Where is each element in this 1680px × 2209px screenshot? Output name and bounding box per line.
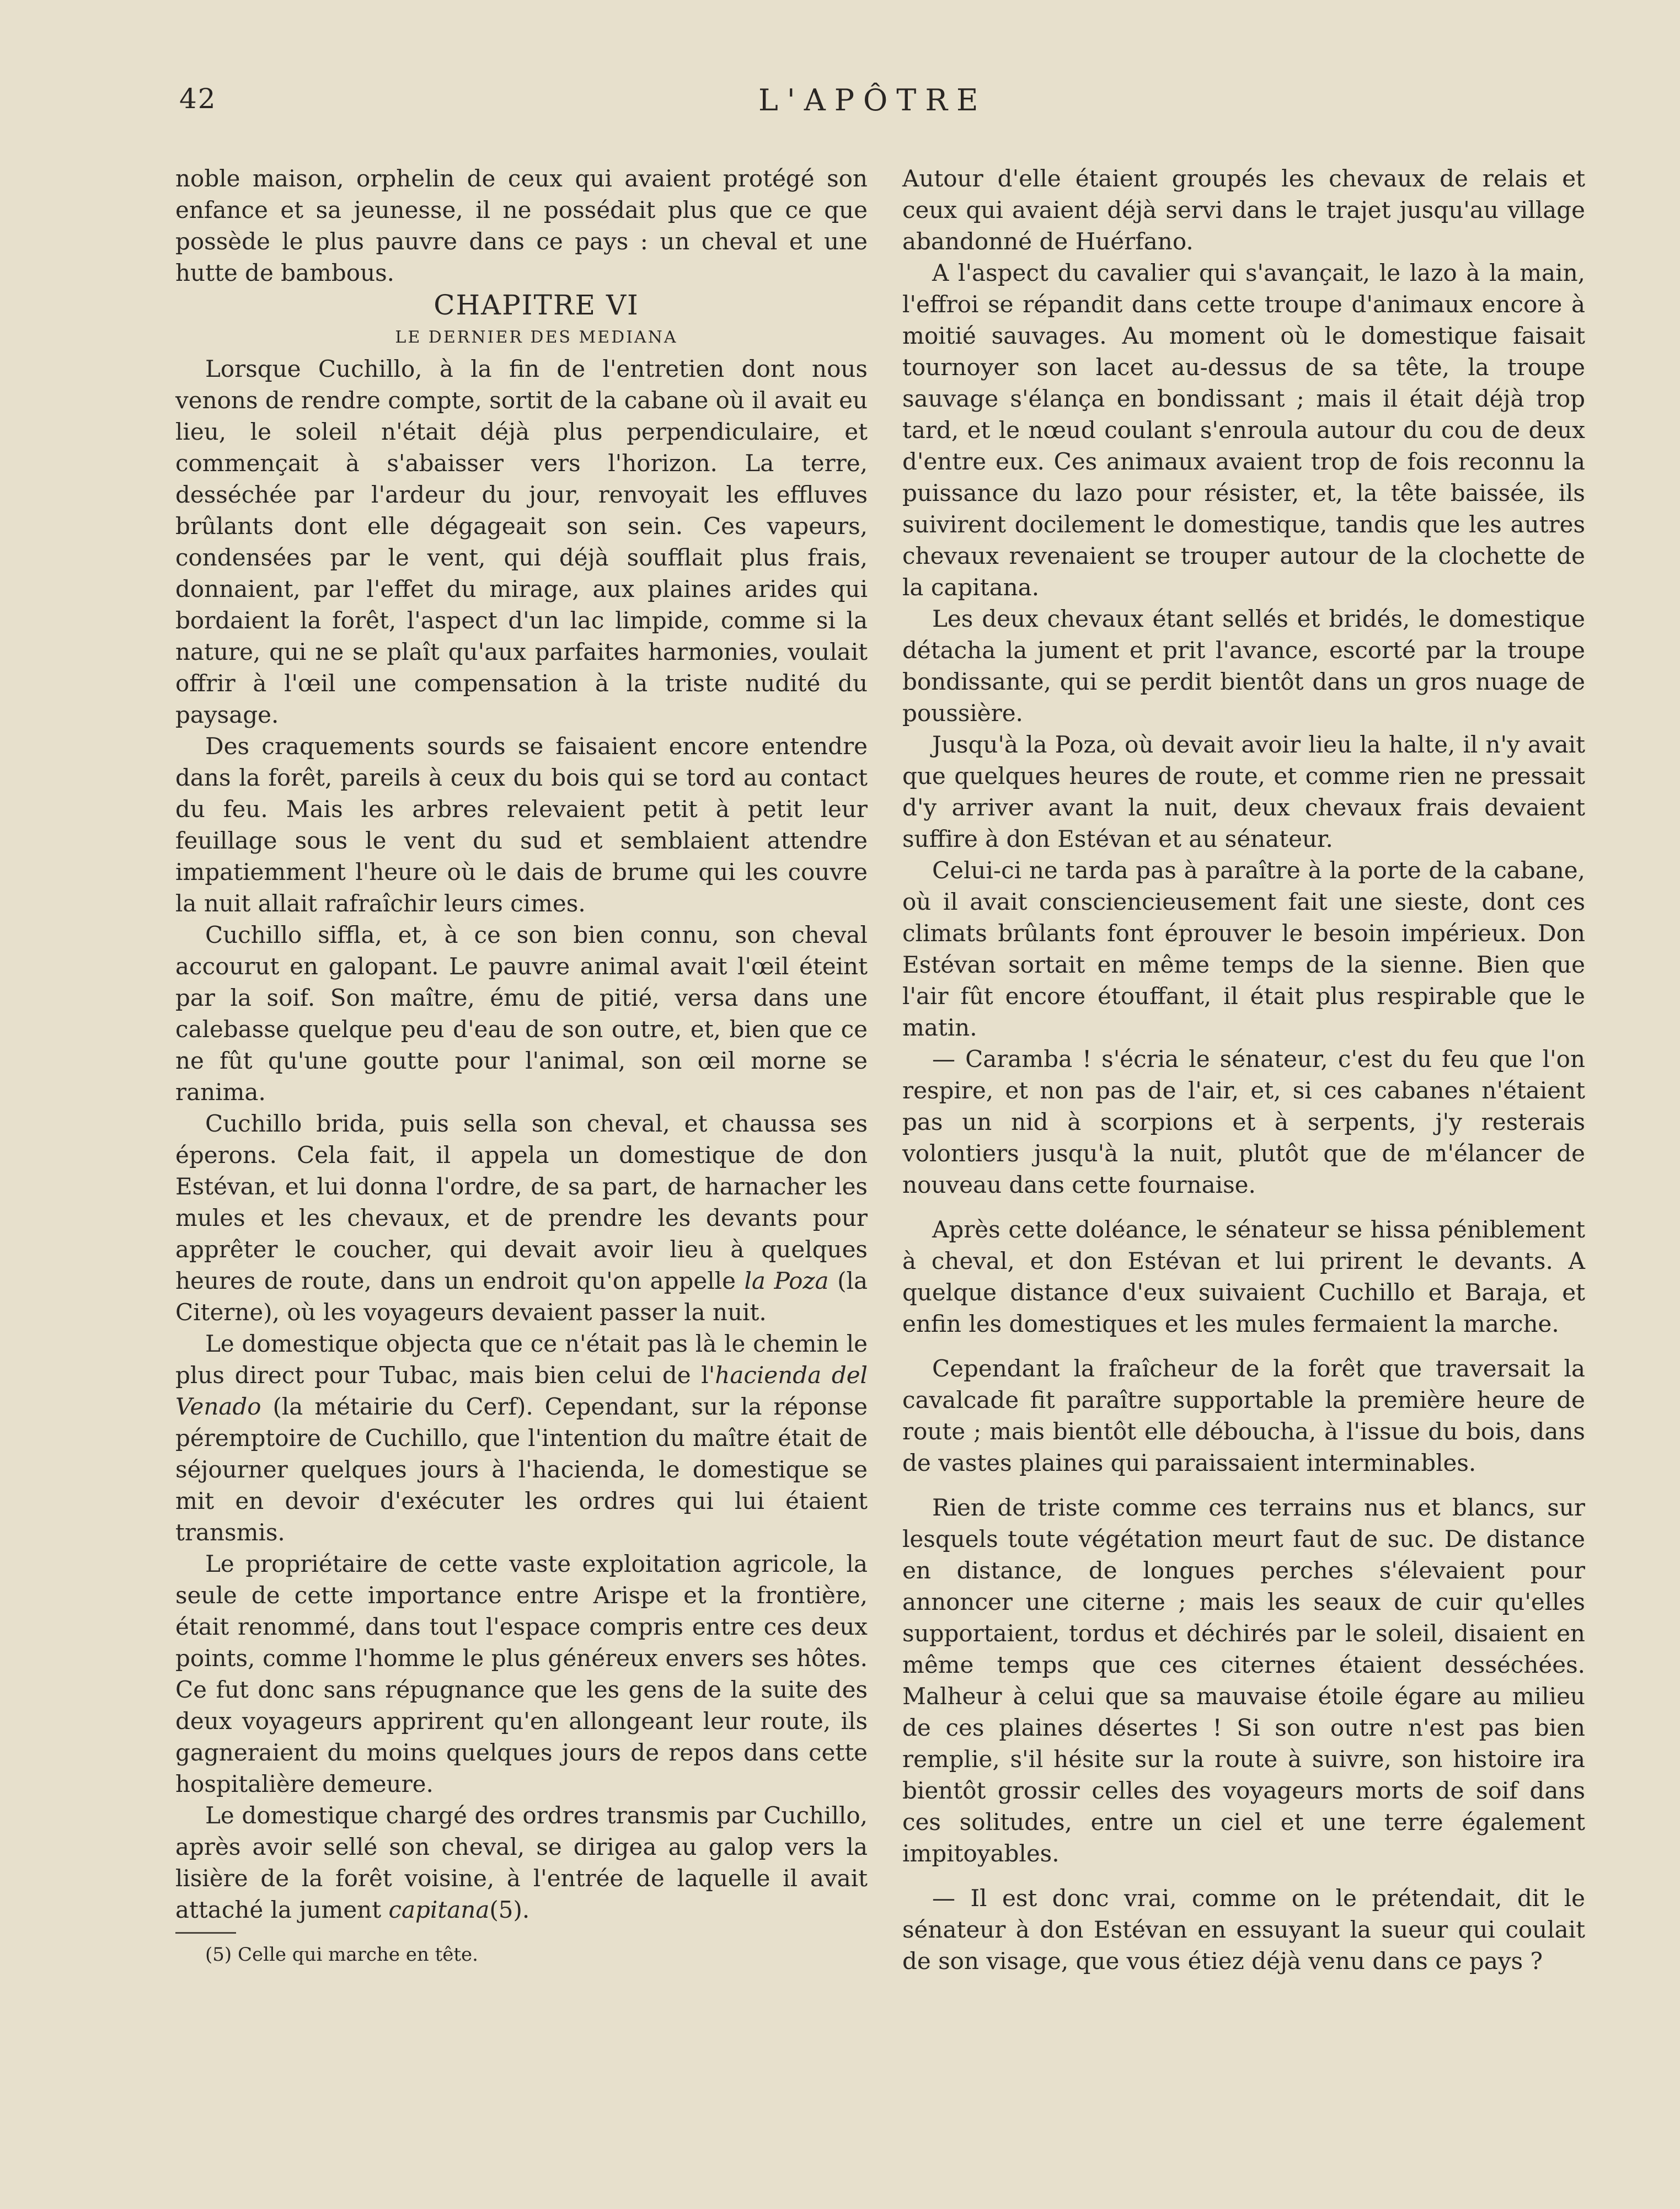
running-title: L'APÔTRE [758, 83, 987, 118]
text: (la Citerne), où les voyageurs devaient passer la nuit. [175, 1267, 868, 1326]
paragraph: — Caramba ! s'écria le sénateur, c'est du feu que l'on respire, et non pas de l'air, et, si ces cabanes n'étaient pas un nid à scorpions et à serpents, j'y resterais volontiers jusqu'à la nuit, plutôt que de m'élancer de nouveau dans cette fournaise. [902, 1045, 1585, 1198]
paragraph: Cuchillo siffla, et, à ce son bien connu, son cheval accourut en galopant. Le pauvre animal avait l'œil éteint par la soif. Son maître, ému de pitié, versa dans une calebasse quelque peu d'eau de son outre, et, bien que ce ne fût qu'une goutte pour l'animal, son œil morne se ranima. [175, 921, 868, 1106]
page-number: 42 [179, 83, 217, 115]
paragraph: A l'aspect du cavalier qui s'avançait, le lazo à la main, l'effroi se répandit dans cette troupe d'animaux encore à moitié sauvages. Au moment où le domestique faisait tournoyer son lacet au-dessus de sa tête, la troupe sauvage s'élança en bondissant ; mais il était déjà trop tard, et le nœud coulant s'enroula autour du cou de deux d'entre eux. Ces animaux avaient trop de fois reconnu la puissance du lazo pour résister, et, la tête baissée, ils suivirent docilement le domestique, tandis que les autres chevaux revenaient se trouper autour de la clochette de la capitana. [902, 259, 1585, 601]
paragraph: Cependant la fraîcheur de la forêt que traversait la cavalcade fit paraître supportable la première heure de route ; mais bientôt elle déboucha, à l'issue du bois, dans de vastes plaines qui paraissaient interminables. [902, 1355, 1585, 1476]
paragraph: Des craquements sourds se faisaient encore entendre dans la forêt, pareils à ceux du bois qui se tord au contact du feu. Mais les arbres relevaient petit à petit leur feuillage sous le vent du sud et semblaient attendre impatiemment l'heure où le dais de brume qui les couvre la nuit allait rafraîchir leurs cimes. [175, 733, 868, 917]
footnote: (5) Celle qui marche en tête. [205, 1944, 478, 1966]
footnote-rule [175, 1932, 236, 1934]
paragraph: Celui-ci ne tarda pas à paraître à la porte de la cabane, où il avait consciencieusement fait une sieste, dont ces climats brûlants font éprouver le besoin impérieux. Don Estévan sortait en même temps de la sienne. Bien que l'air fût encore étouffant, il était plus respirable que le matin. [902, 857, 1585, 1041]
left-column [175, 163, 868, 1967]
chapter-subtitle: LE DERNIER DES MEDIANA [395, 328, 678, 347]
paragraph: Après cette doléance, le sénateur se hissa péniblement à cheval, et don Estévan et lui prirent le devants. A quelque distance d'eux suivaient Cuchillo et Baraja, et enfin les domestiques et les mules fermaient la marche. [902, 1216, 1585, 1337]
paragraph: Autour d'elle étaient groupés les chevaux de relais et ceux qui avaient déjà servi dans le trajet jusqu'au village abandonné de Huérfano. [902, 165, 1585, 255]
paragraph [175, 1328, 868, 1548]
paragraph: Lorsque Cuchillo, à la fin de l'entretien dont nous venons de rendre compte, sortit de la cabane où il avait eu lieu, le soleil n'était déjà plus perpendiculaire, et commençait à s'abaisser vers l'horizon. La terre, desséchée par l'ardeur du jour, renvoyait les effluves brûlants dont elle dégageait son sein. Ces vapeurs, condensées par le vent, qui déjà soufflait plus frais, donnaient, par l'effet du mirage, aux plaines arides qui bordaient la forêt, l'aspect d'un lac limpide, comme si la nature, qui ne se plaît qu'aux parfaites harmonies, voulait offrir à l'œil une compensation à la triste nudité du paysage. [175, 355, 868, 728]
paragraph: Jusqu'à la Poza, où devait avoir lieu la halte, il n'y avait que quelques heures de route, et comme rien ne pressait d'y arriver avant la nuit, deux chevaux frais devaient suffire à don Estévan et au sénateur. [902, 731, 1585, 852]
text: (la métairie du Cerf). Cependant, sur la réponse péremptoire de Cuchillo, que l'intention du maître était de séjourner quelques jours à l'hacienda, le domestique se mit en devoir d'exécuter les ordres qui lui étaient transmis. [175, 1393, 868, 1546]
paragraph [175, 1800, 868, 1925]
italic-text: la Poza [744, 1267, 829, 1294]
right-column [902, 163, 1585, 1977]
text: Le domestique objecta que ce n'était pas là le chemin le plus direct pour Tubac, mais bien celui de l' [175, 1330, 868, 1389]
paragraph: — Il est donc vrai, comme on le prétendait, dit le sénateur à don Estévan en essuyant la sueur qui coulait de son visage, que vous étiez déjà venu dans ce pays ? [902, 1885, 1585, 1975]
page-header [0, 83, 1680, 127]
text: Cuchillo brida, puis sella son cheval, et chaussa ses éperons. Cela fait, il appela un domestique de don Estévan, et lui donna l'ordre, de sa part, de harnacher les mules et les chevaux, et de prendre les devants pour apprêter le coucher, qui devait avoir lieu à quelques heures de route, dans un endroit qu'on appelle [175, 1110, 868, 1294]
footnote-ref: (5). [489, 1896, 530, 1923]
paragraph: Rien de triste comme ces terrains nus et blancs, sur lesquels toute végétation meurt faut de suc. De distance en distance, de longues perches s'élevaient pour annoncer une citerne ; mais les seaux de cuir qu'elles supportaient, tordus et déchirés par le soleil, disaient en même temps que ces citernes étaient desséchées. Malheur à celui que sa mauvaise étoile égare au milieu de ces plaines désertes ! Si son outre n'est pas bien remplie, s'il hésite sur la route à suivre, son histoire ira bientôt grossir celles des voyageurs morts de soif dans ces solitudes, entre un ciel et une terre également impitoyables. [902, 1494, 1585, 1867]
paragraph: noble maison, orphelin de ceux qui avaient protégé son enfance et sa jeunesse, il ne possédait plus que ce que possède le plus pauvre dans ce pays : un cheval et une hutte de bambous. [175, 165, 868, 286]
paragraph [175, 1108, 868, 1328]
italic-text: capitana [388, 1896, 490, 1923]
paragraph: Les deux chevaux étant sellés et bridés, le domestique détacha la jument et prit l'avance, escorté par la troupe bondissante, qui se perdit bientôt dans un gros nuage de poussière. [902, 605, 1585, 727]
text: Le domestique chargé des ordres transmis par Cuchillo, après avoir sellé son cheval, se dirigea au galop vers la lisière de la forêt voisine, à l'entrée de laquelle il avait attaché la jument [175, 1802, 868, 1923]
chapter-title: CHAPITRE VI [434, 289, 639, 321]
paragraph: Le propriétaire de cette vaste exploitation agricole, la seule de cette importance entre Arispe et la frontière, était renommé, dans tout l'espace compris entre ces deux points, comme l'homme le plus généreux envers ses hôtes. Ce fut donc sans répugnance que les gens de la suite des deux voyageurs apprirent qu'en allongeant leur route, ils gagneraient du moins quelques jours de repos dans cette hospitalière demeure. [175, 1550, 868, 1797]
italic-text: hacienda del Venado [175, 1362, 868, 1420]
